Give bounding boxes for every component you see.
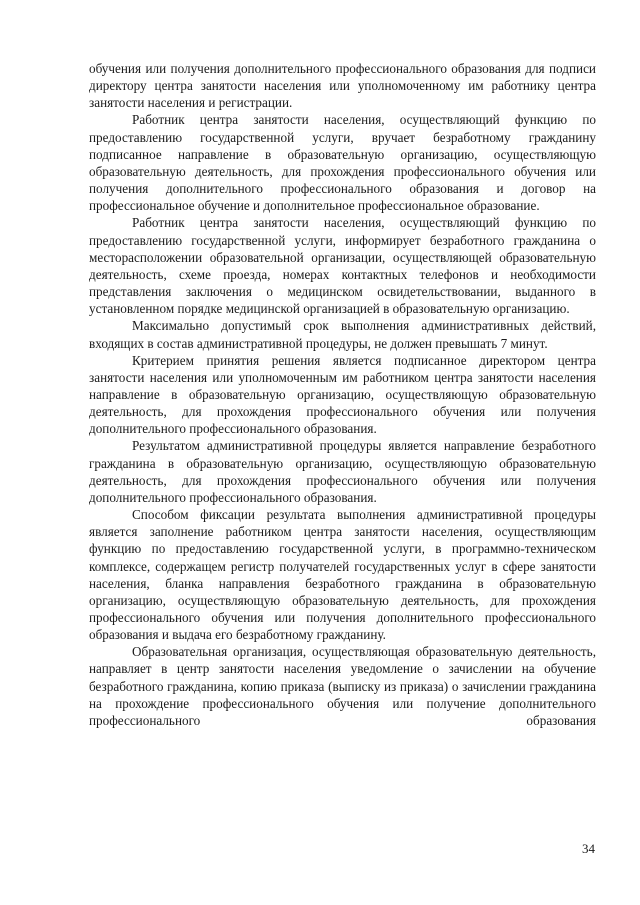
paragraph-decision-criterion: Критерием принятия решения является подписанное директором центра занятости населения или уполномоченным им работником центра занятости населения направление в образовательную организацию, осуществляющую образовательную деятельность, для прохождения профессионального обучения или получения дополнительного профессионального образования. [89, 352, 596, 437]
paragraph-time-limit: Максимально допустимый срок выполнения административных действий, входящих в состав административной процедуры, не должен превышать 7 минут. [89, 318, 596, 351]
paragraph-inform-citizen: Работник центра занятости населения, осуществляющий функцию по предоставлению государственной услуги, информирует безработного гражданина о месторасположении образовательной организации, осуществляющей образовательную деятельность, схеме проезда, номерах контактных телефонов и необходимости представления заключения о медицинском освидетельствовании, выданного в установленном порядке медицинской организацией в образовательную организацию. [89, 215, 596, 317]
paragraph-enrollment-notice: Образовательная организация, осуществляющая образовательную деятельность, направляет в центр занятости населения уведомление о зачислении на обучение безработного гражданина, копию приказа (выписку из приказа) о зачислении гражданина на прохождение профессионального обучения или получение дополнительного профессионального образования [89, 644, 596, 728]
page-number: 34 [582, 841, 595, 856]
paragraph-continuation: обучения или получения дополнительного профессионального образования для подписи директору центра занятости населения или уполномоченному им работнику центра занятости населения и регистрации. [89, 61, 596, 111]
paragraph-procedure-result: Результатом административной процедуры является направление безработного гражданина в образовательную организацию, осуществляющую образовательную деятельность, для прохождения профессионального обучения или получения дополнительного профессионального образования. [89, 438, 596, 505]
document-body [89, 60, 596, 729]
paragraph-issue-referral: Работник центра занятости населения, осуществляющий функцию по предоставлению государственной услуги, вручает безработному гражданину подписанное направление в образовательную организацию, осуществляющую образовательную деятельность, для прохождения профессионального обучения или получения дополнительного профессионального образования и договор на профессиональное обучение и дополнительное профессиональное образование. [89, 112, 596, 214]
paragraph-fixation-method: Способом фиксации результата выполнения административной процедуры является заполнение работником центра занятости населения, осуществляющим функцию по предоставлению государственной услуги, в программно-техническом комплексе, содержащем регистр получателей государственных услуг в сфере занятости населения, бланка направления безработного гражданина в образовательную организацию, осуществляющую образовательную деятельность, для прохождения профессионального обучения или получения дополнительного профессионального образования и выдача его безработному гражданину. [89, 507, 596, 643]
